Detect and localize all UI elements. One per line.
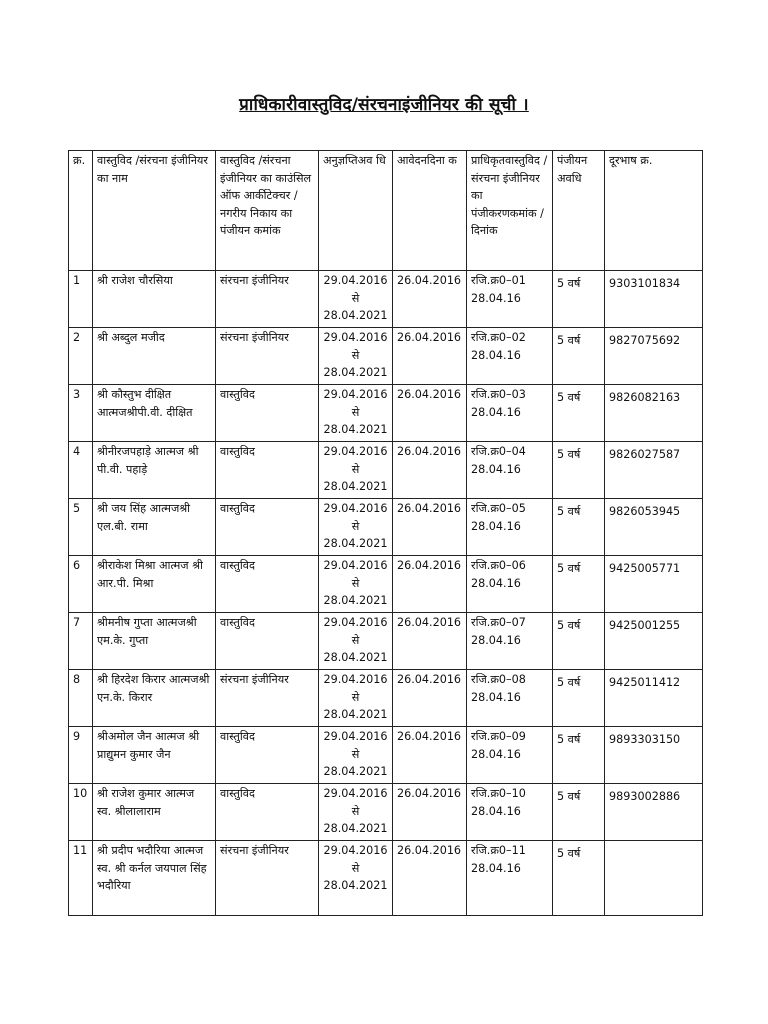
license-period-cell-from: 29.04.2016 xyxy=(323,331,388,344)
license-period-cell-from: 29.04.2016 xyxy=(323,502,388,515)
header-council-registration: वास्तुविद /संरचना इंजीनियर का काउंसिल ऑफ आर्कीटेक्चर /नगरीय निकाय का पंजीयन कमांक xyxy=(216,151,319,271)
header-phone: दूरभाष क्र. xyxy=(605,151,703,271)
table-row xyxy=(69,841,703,916)
type-cell: वास्तुविद xyxy=(216,556,319,613)
registration-period-cell: 5 वर्ष xyxy=(553,328,605,385)
license-period-cell-sep: से xyxy=(351,804,360,818)
serial-cell: 2 xyxy=(69,328,93,385)
phone-cell: 9425005771 xyxy=(605,556,703,613)
name-cell: श्रीअमोल जैन आत्मज श्री प्राद्युमन कुमार जैन xyxy=(93,727,216,784)
license-period-cell-to: 28.04.2021 xyxy=(323,537,388,550)
registration-cell-reg: रजि.क्र0–11 xyxy=(471,844,526,857)
application-date-cell: 26.04.2016 xyxy=(393,613,467,670)
name-cell: श्री कौस्तुभ दीक्षित आत्मजश्रीपी.वी. दीक्षित xyxy=(93,385,216,442)
header-row xyxy=(69,151,703,271)
registration-cell xyxy=(467,670,553,727)
application-date-cell: 26.04.2016 xyxy=(393,784,467,841)
serial-cell: 1 xyxy=(69,271,93,328)
license-period-cell-from: 29.04.2016 xyxy=(323,274,388,287)
serial-cell: 11 xyxy=(69,841,93,916)
name-cell: श्री जय सिंह आत्मजश्री एल.बी. रामा xyxy=(93,499,216,556)
table-row xyxy=(69,442,703,499)
table-row xyxy=(69,556,703,613)
table-row xyxy=(69,385,703,442)
license-period-cell-sep: से xyxy=(351,348,360,362)
license-period-cell-from: 29.04.2016 xyxy=(323,445,388,458)
header-registration-period: पंजीयन अवधि xyxy=(553,151,605,271)
registration-cell-reg: रजि.क्र0–05 xyxy=(471,502,526,515)
serial-cell: 6 xyxy=(69,556,93,613)
header-application-date: आवेदनदिना क xyxy=(393,151,467,271)
registration-cell xyxy=(467,328,553,385)
registration-cell-reg_date: 28.04.16 xyxy=(471,690,521,704)
registration-cell-reg: रजि.क्र0–02 xyxy=(471,331,526,344)
phone-cell: 9893002886 xyxy=(605,784,703,841)
registration-cell-reg: रजि.क्र0–08 xyxy=(471,673,526,686)
license-period-cell-sep: से xyxy=(351,576,360,590)
registration-cell-reg_date: 28.04.16 xyxy=(471,747,521,761)
serial-cell: 10 xyxy=(69,784,93,841)
name-cell: श्रीराकेश मिश्रा आत्मज श्री आर.पी. मिश्रा xyxy=(93,556,216,613)
registration-period-cell: 5 वर्ष xyxy=(553,613,605,670)
phone-cell: 9893303150 xyxy=(605,727,703,784)
registration-cell xyxy=(467,271,553,328)
license-period-cell-sep: से xyxy=(351,291,360,305)
license-period-cell-sep: से xyxy=(351,747,360,761)
application-date-cell: 26.04.2016 xyxy=(393,385,467,442)
table-row xyxy=(69,613,703,670)
header-name: वास्तुविद /संरचना इंजीनियर का नाम xyxy=(93,151,216,271)
serial-cell: 9 xyxy=(69,727,93,784)
name-cell: श्री अब्दुल मजीद xyxy=(93,328,216,385)
serial-cell: 7 xyxy=(69,613,93,670)
name-cell: श्रीनीरजपहाड़े आत्मज श्री पी.वी. पहाड़े xyxy=(93,442,216,499)
license-period-cell-to: 28.04.2021 xyxy=(323,708,388,721)
table-row xyxy=(69,499,703,556)
license-period-cell-from: 29.04.2016 xyxy=(323,673,388,686)
registration-period-cell: 5 वर्ष xyxy=(553,385,605,442)
phone-cell: 9826027587 xyxy=(605,442,703,499)
license-period-cell-sep: से xyxy=(351,405,360,419)
registration-cell xyxy=(467,841,553,916)
license-period-cell-to: 28.04.2021 xyxy=(323,822,388,835)
serial-cell: 8 xyxy=(69,670,93,727)
license-period-cell-from: 29.04.2016 xyxy=(323,388,388,401)
table-row xyxy=(69,784,703,841)
license-period-cell xyxy=(319,727,393,784)
registration-cell-reg_date: 28.04.16 xyxy=(471,462,521,476)
type-cell: संरचना इंजीनियर xyxy=(216,328,319,385)
phone-cell: 9826082163 xyxy=(605,385,703,442)
registration-cell-reg_date: 28.04.16 xyxy=(471,519,521,533)
name-cell: श्री राजेश कुमार आत्मज स्व. श्रीलालाराम xyxy=(93,784,216,841)
license-period-cell-to: 28.04.2021 xyxy=(323,423,388,436)
license-period-cell xyxy=(319,271,393,328)
registration-period-cell: 5 वर्ष xyxy=(553,556,605,613)
registration-cell-reg: रजि.क्र0–01 xyxy=(471,274,526,287)
table-row xyxy=(69,727,703,784)
application-date-cell: 26.04.2016 xyxy=(393,271,467,328)
registry-table xyxy=(68,150,703,916)
license-period-cell-to: 28.04.2021 xyxy=(323,366,388,379)
license-period-cell xyxy=(319,613,393,670)
license-period-cell xyxy=(319,556,393,613)
license-period-cell-from: 29.04.2016 xyxy=(323,844,388,857)
application-date-cell: 26.04.2016 xyxy=(393,442,467,499)
license-period-cell-from: 29.04.2016 xyxy=(323,559,388,572)
license-period-cell xyxy=(319,670,393,727)
serial-cell: 5 xyxy=(69,499,93,556)
name-cell: श्री राजेश चौरसिया xyxy=(93,271,216,328)
registration-period-cell: 5 वर्ष xyxy=(553,670,605,727)
type-cell: वास्तुविद xyxy=(216,727,319,784)
license-period-cell xyxy=(319,841,393,916)
phone-cell: 9826053945 xyxy=(605,499,703,556)
application-date-cell: 26.04.2016 xyxy=(393,727,467,784)
registration-cell-reg: रजि.क्र0–10 xyxy=(471,787,526,800)
type-cell: वास्तुविद xyxy=(216,385,319,442)
serial-cell: 4 xyxy=(69,442,93,499)
registration-period-cell: 5 वर्ष xyxy=(553,442,605,499)
license-period-cell-from: 29.04.2016 xyxy=(323,787,388,800)
registration-cell xyxy=(467,556,553,613)
table-row xyxy=(69,670,703,727)
header-license-period: अनुज्ञप्तिअव धि xyxy=(319,151,393,271)
type-cell: वास्तुविद xyxy=(216,499,319,556)
license-period-cell xyxy=(319,442,393,499)
license-period-cell-to: 28.04.2021 xyxy=(323,309,388,322)
license-period-cell xyxy=(319,784,393,841)
license-period-cell-from: 29.04.2016 xyxy=(323,730,388,743)
registration-cell-reg_date: 28.04.16 xyxy=(471,633,521,647)
name-cell: श्री हिरदेश किरार आत्मजश्री एन.के. किरार xyxy=(93,670,216,727)
type-cell: वास्तुविद xyxy=(216,613,319,670)
serial-cell: 3 xyxy=(69,385,93,442)
registration-cell-reg_date: 28.04.16 xyxy=(471,405,521,419)
license-period-cell-to: 28.04.2021 xyxy=(323,879,388,892)
header-serial: क्र. xyxy=(69,151,93,271)
license-period-cell-to: 28.04.2021 xyxy=(323,480,388,493)
license-period-cell-sep: से xyxy=(351,861,360,875)
license-period-cell xyxy=(319,499,393,556)
header-registration-number: प्राधिकृतवास्तुविद / संरचना इंजीनियर का पंजीकरणकमांक / दिनांक xyxy=(467,151,553,271)
phone-cell: 9425011412 xyxy=(605,670,703,727)
license-period-cell-to: 28.04.2021 xyxy=(323,651,388,664)
registration-cell-reg_date: 28.04.16 xyxy=(471,576,521,590)
registration-cell-reg_date: 28.04.16 xyxy=(471,348,521,362)
phone-cell: 9827075692 xyxy=(605,328,703,385)
registration-cell xyxy=(467,613,553,670)
registration-period-cell: 5 वर्ष xyxy=(553,271,605,328)
registration-cell-reg: रजि.क्र0–07 xyxy=(471,616,526,629)
license-period-cell-sep: से xyxy=(351,462,360,476)
phone-cell xyxy=(605,841,703,916)
registration-period-cell: 5 वर्ष xyxy=(553,841,605,916)
application-date-cell: 26.04.2016 xyxy=(393,841,467,916)
table-row xyxy=(69,328,703,385)
registration-cell-reg: रजि.क्र0–04 xyxy=(471,445,526,458)
registration-period-cell: 5 वर्ष xyxy=(553,784,605,841)
registration-cell-reg_date: 28.04.16 xyxy=(471,804,521,818)
registration-cell xyxy=(467,385,553,442)
type-cell: वास्तुविद xyxy=(216,442,319,499)
registration-cell-reg: रजि.क्र0–03 xyxy=(471,388,526,401)
application-date-cell: 26.04.2016 xyxy=(393,499,467,556)
table-row xyxy=(69,271,703,328)
license-period-cell-from: 29.04.2016 xyxy=(323,616,388,629)
license-period-cell xyxy=(319,385,393,442)
registration-cell-reg_date: 28.04.16 xyxy=(471,291,521,305)
type-cell: संरचना इंजीनियर xyxy=(216,670,319,727)
license-period-cell-to: 28.04.2021 xyxy=(323,765,388,778)
license-period-cell-sep: से xyxy=(351,519,360,533)
license-period-cell-sep: से xyxy=(351,690,360,704)
registration-cell xyxy=(467,442,553,499)
page-title: प्राधिकारीवास्तुविद/संरचनाइंजीनियर की सूची । xyxy=(239,95,529,115)
registration-cell xyxy=(467,784,553,841)
registration-cell-reg: रजि.क्र0–06 xyxy=(471,559,526,572)
license-period-cell-to: 28.04.2021 xyxy=(323,594,388,607)
registration-cell xyxy=(467,499,553,556)
phone-cell: 9425001255 xyxy=(605,613,703,670)
registration-period-cell: 5 वर्ष xyxy=(553,499,605,556)
application-date-cell: 26.04.2016 xyxy=(393,328,467,385)
license-period-cell xyxy=(319,328,393,385)
type-cell: संरचना इंजीनियर xyxy=(216,271,319,328)
name-cell: श्री प्रदीप भदौरिया आत्मज स्व. श्री कर्नल जयपाल सिंह भदौरिया xyxy=(93,841,216,916)
registration-cell-reg: रजि.क्र0–09 xyxy=(471,730,526,743)
name-cell: श्रीमनीष गुप्ता आत्मजश्री एम.के. गुप्ता xyxy=(93,613,216,670)
license-period-cell-sep: से xyxy=(351,633,360,647)
type-cell: संरचना इंजीनियर xyxy=(216,841,319,916)
registration-cell-reg_date: 28.04.16 xyxy=(471,861,521,875)
application-date-cell: 26.04.2016 xyxy=(393,556,467,613)
application-date-cell: 26.04.2016 xyxy=(393,670,467,727)
phone-cell: 9303101834 xyxy=(605,271,703,328)
registration-period-cell: 5 वर्ष xyxy=(553,727,605,784)
type-cell: वास्तुविद xyxy=(216,784,319,841)
registration-cell xyxy=(467,727,553,784)
